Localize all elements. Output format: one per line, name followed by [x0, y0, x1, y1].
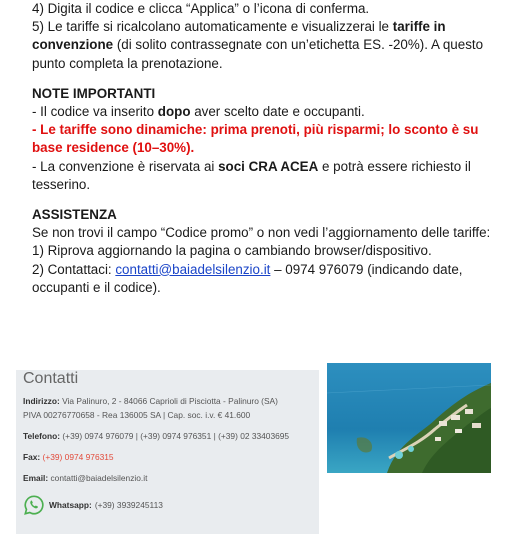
document-body	[32, 0, 502, 297]
note-1-bold: dopo	[157, 104, 191, 120]
note-3-bold: soci CRA ACEA	[218, 158, 319, 174]
note-1-text-end: aver scelto date e occupanti.	[190, 104, 365, 120]
note-2-highlight: - Le tariffe sono dinamiche: prima prenoti, più risparmi; lo sconto è su base residence (10–30%).	[32, 122, 479, 156]
address-row	[23, 396, 319, 407]
step-5-bold: tariffe in convenzione	[32, 19, 446, 53]
email-value: contatti@baiadelsilenzio.it	[48, 473, 148, 483]
assist-step-1: 1) Riprova aggiornando la pagina o cambiando browser/dispositivo.	[32, 243, 432, 259]
assist-intro: Se non trovi il campo “Codice promo” o non vedi l’aggiornamento delle tariffe:	[32, 225, 491, 241]
email-label: Email:	[23, 473, 49, 483]
address-label: Indirizzo:	[23, 396, 60, 406]
address-value: Via Palinuro, 2 - 84066 Caprioli di Pisciotta - Palinuro (SA)	[59, 396, 278, 406]
assist-step-2	[32, 261, 502, 297]
whatsapp-value: (+39) 3939245113	[94, 499, 163, 510]
phone-value: (+39) 0974 976079 | (+39) 0974 976351 | (+39) 02 33403695	[60, 431, 290, 441]
whatsapp-row	[23, 494, 319, 516]
email-row	[23, 473, 319, 484]
step-5-text: 5) Le tariffe si ricalcolano automaticamente e visualizzerai le	[32, 19, 393, 35]
step-4	[32, 0, 502, 18]
note-3	[32, 158, 502, 194]
step-4-text: 4) Digita il codice e clicca “Applica” o l’icona di conferma.	[32, 1, 370, 16]
assist-heading: ASSISTENZA	[32, 207, 117, 223]
fax-label: Fax:	[23, 452, 41, 462]
fax-value: (+39) 0974 976315	[40, 452, 114, 462]
assist-step-2-text: 2) Contattaci:	[32, 261, 116, 277]
assist-step-2-text-end: – 0974 976079 (indicando date, occupanti e il codice).	[32, 261, 463, 295]
step-5-text-end: (di solito contrassegnate con un’etichetta ES. -20%). A questo punto completa la prenotazione.	[32, 37, 484, 71]
notes-heading: NOTE IMPORTANTI	[32, 85, 156, 101]
note-3-text: - La convenzione è riservata ai	[32, 158, 219, 174]
whatsapp-label: Whatsapp:	[49, 499, 92, 510]
phone-row	[23, 431, 319, 442]
phone-label: Telefono:	[23, 431, 61, 441]
note-3-text-end: e potrà essere richiesto il tesserino.	[32, 158, 471, 192]
piva-row: PIVA 00276770658 - Rea 136005 SA | Cap. soc. i.v. € 41.600	[23, 410, 251, 420]
fax-row	[23, 452, 319, 463]
contact-email-link[interactable]: contatti@baiadelsilenzio.it	[115, 261, 271, 277]
contact-title: Contatti	[23, 370, 79, 387]
whatsapp-icon	[23, 494, 45, 516]
contact-card	[16, 370, 319, 534]
step-5	[32, 18, 502, 73]
note-1	[32, 103, 502, 121]
resort-aerial-photo	[327, 363, 491, 473]
note-1-text: - Il codice va inserito	[32, 104, 158, 120]
